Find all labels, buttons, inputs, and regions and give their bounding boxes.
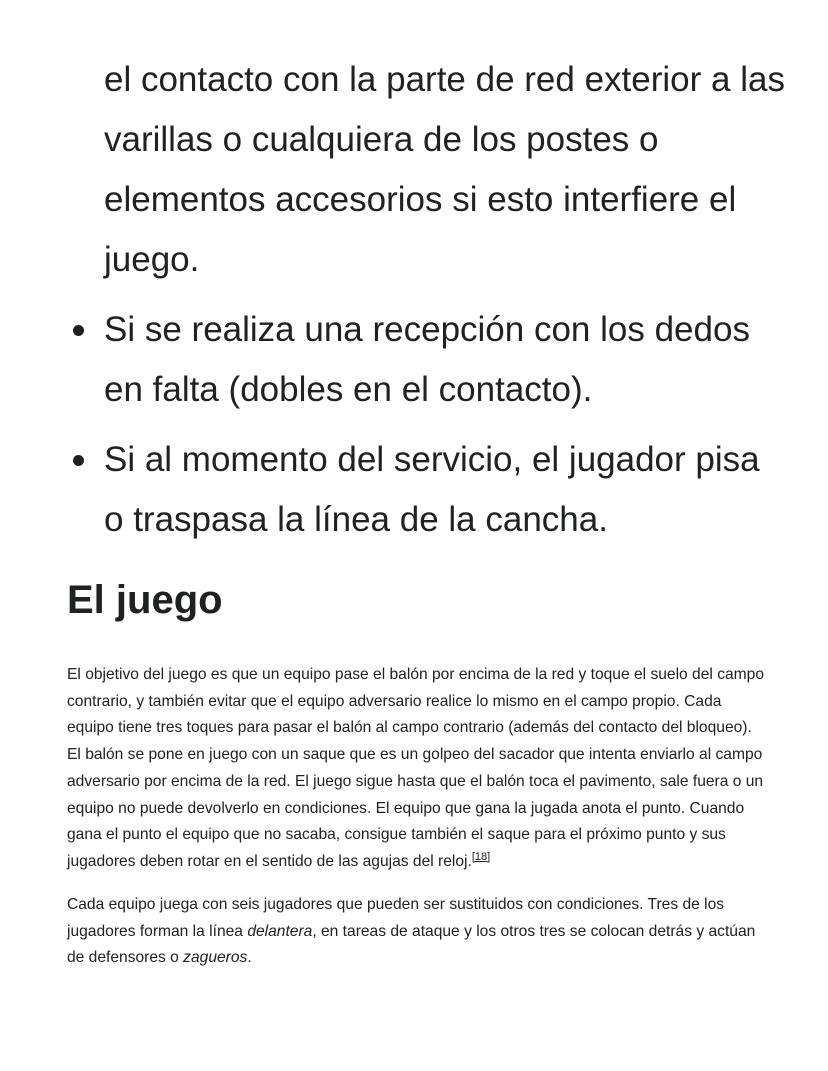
paragraph-text: Cada equipo juega con seis jugadores que pueden ser sustituidos con condiciones. Tres de los jugadores forman la línea bbox=[67, 896, 725, 940]
bullet-icon bbox=[73, 455, 84, 466]
emphasized-term: zagueros bbox=[183, 949, 248, 967]
list-item-text: el contacto con la parte de red exterior a las varillas o cualquiera de los postes o elementos accesorios si esto interfiere el juego. bbox=[104, 60, 785, 279]
reference-link[interactable]: [18] bbox=[471, 850, 491, 863]
list-item-text: Si al momento del servicio, el jugador pisa o traspasa la línea de la cancha. bbox=[104, 440, 760, 539]
paragraph bbox=[67, 662, 767, 876]
list-item-continued bbox=[0, 0, 828, 290]
section-heading: El juego bbox=[67, 578, 223, 622]
paragraph-text: . bbox=[247, 949, 252, 967]
list-item-text: Si se realiza una recepción con los dedos en falta (dobles en el contacto). bbox=[104, 310, 750, 409]
paragraph-text: El objetivo del juego es que un equipo pase el balón por encima de la red y toque el suelo del campo contrario, y también evitar que el equipo adversario realice lo mismo en el campo propio. Cada equipo tiene tres toques para pasar el balón al campo contrario (además del contacto del bloqueo). El balón se pone en juego con un saque que es un golpeo del sacador que intenta enviarlo al campo adversario por encima de la red. El juego sigue hasta que el balón toca el pavimento, sale fuera o un equipo no puede devolverlo en condiciones. El equipo que gana la jugada anota el punto. Cuando gana el punto el equipo que no sacaba, consigue también el saque para el próximo punto y sus jugadores deben rotar en el sentido de las agujas del reloj. bbox=[67, 666, 764, 870]
emphasized-term: delantera bbox=[247, 922, 313, 940]
list-item bbox=[0, 300, 828, 420]
list-item bbox=[0, 430, 828, 550]
paragraph-text: , en tareas de ataque y los otros tres se colocan detrás y actúan de defensores o bbox=[67, 922, 756, 967]
bullet-icon bbox=[73, 325, 84, 336]
paragraph bbox=[67, 892, 767, 972]
